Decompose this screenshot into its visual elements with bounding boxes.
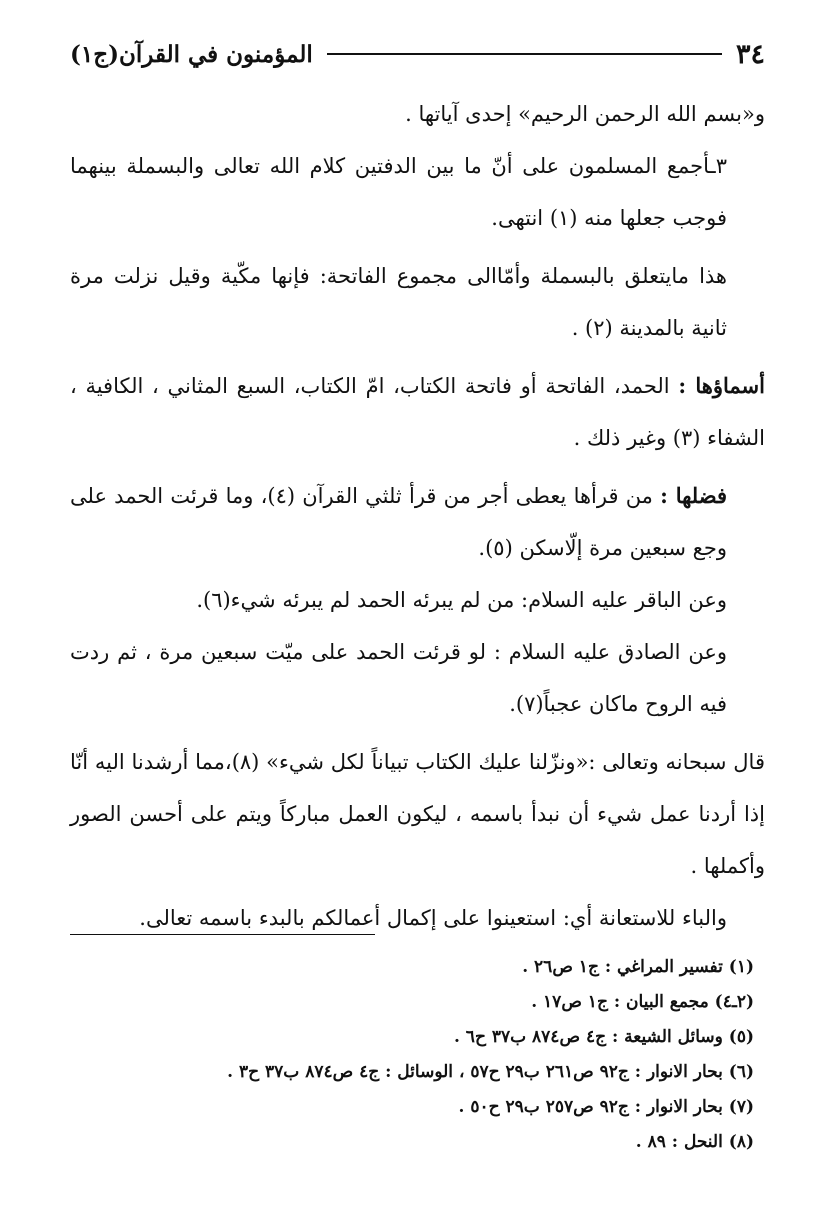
paragraph-quran-verse: قال سبحانه وتعالى :«ونزّلنا عليك الكتاب تبياناً لكل شيء» (٨)،مما أرشدنا اليه أنّا إذا أردنا عمل شيء أن نبدأ باسمه ، ليكون العمل مباركاً ويتم على أحسن الصور وأكملها . (70, 750, 765, 878)
names-text: الحمد، الفاتحة أو فاتحة الكتاب، امّ الكتاب، السبع المثاني ، الكافية ، الشفاء (٣) وغير ذلك . (70, 374, 765, 450)
footnote-separator (70, 934, 375, 935)
names-label: أسماؤها : (678, 373, 765, 398)
running-title: المؤمنون في القرآن(ج١) (70, 40, 313, 68)
page-number: ٣٤ (735, 38, 765, 70)
paragraph-basmala: و«بسم الله الرحمن الرحيم» إحدى آياتها . (405, 102, 765, 126)
page-header (70, 34, 765, 74)
virtue-text: من قرأها يعطى أجر من قرأ ثلثي القرآن (٤)، وما قرئت الحمد على وجع سبعين مرة إلّاسكن (٥). (70, 484, 727, 560)
footnotes (70, 950, 754, 1160)
paragraph-revelation: هذا مايتعلق بالبسملة وأمّاالى مجموع الفاتحة: فإنها مكّية وقيل نزلت مرة ثانية بالمدينة (٢) . (70, 264, 727, 340)
paragraph-virtue (70, 470, 765, 574)
paragraph-sadiq-hadith: وعن الصادق عليه السلام : لو قرئت الحمد على ميّت سبعين مرة ، ثم ردت فيه الروح ماكان عجباً(٧). (70, 640, 727, 716)
footnote-7: (٧) بحار الانوار : ج٩٢ ص٢٥٧ ب٢٩ ح٥٠ . (458, 1097, 754, 1117)
footnote-8: (٨) النحل : ٨٩ . (635, 1132, 754, 1152)
virtue-label: فضلها : (660, 483, 728, 508)
paragraph-consensus: ٣ـأجمع المسلمون على أنّ ما بين الدفتين كلام الله تعالى والبسملة بينهما فوجب جعلها منه (١) انتهى. (70, 154, 727, 230)
paragraph-names (70, 360, 765, 464)
paragraph-ba-istiana: والباء للاستعانة أي: استعينوا على إكمال أعمالكم بالبدء باسمه تعالى. (139, 906, 727, 930)
header-rule (327, 53, 722, 55)
main-text (70, 88, 765, 944)
footnote-6: (٦) بحار الانوار : ج٩٢ ص٢٦١ ب٢٩ ح٥٧ ، الوسائل : ج٤ ص٨٧٤ ب٣٧ ح٣ . (227, 1062, 754, 1082)
paragraph-baqir-hadith: وعن الباقر عليه السلام: من لم يبرئه الحمد لم يبرئه شيء(٦). (196, 588, 727, 612)
footnote-2-4: (٢ـ٤) مجمع البيان : ج١ ص١٧ . (531, 992, 754, 1012)
footnote-1: (١) تفسير المراغي : ج١ ص٢٦ . (522, 957, 754, 977)
footnote-5: (٥) وسائل الشيعة : ج٤ ص٨٧٤ ب٣٧ ح٦ . (453, 1027, 754, 1047)
